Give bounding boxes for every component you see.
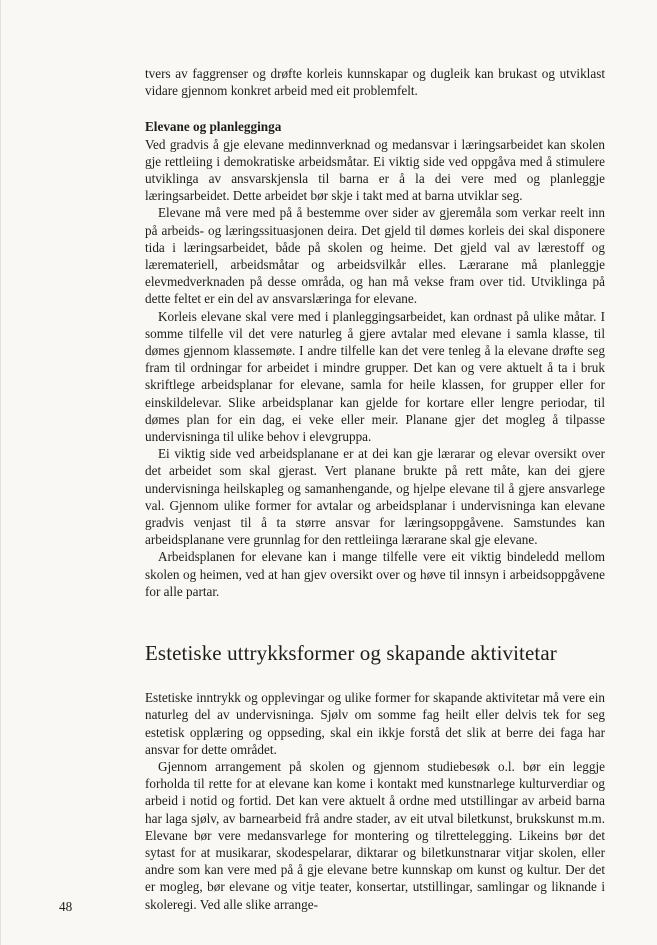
paragraph: Estetiske inntrykk og opplevingar og ulike former for skapande aktivitetar må vere ein naturleg del av undervisninga. Sjølv om somme fag heilt eller delvis tek for seg estetisk opplæring og oppseding, skal ein ikkje forstå det slik at berre dei faga har ansvar for dette området.	[145, 690, 605, 757]
paragraph: Korleis elevane skal vere med i planleggingsarbeidet, kan ordnast på ulike måtar. I somme tilfelle vil det vere naturleg å gjere avtalar med elevane i samla klasse, til dømes gjennom klassemøte. I andre tilfelle kan det vere tenleg å la elevane drøfte seg fram til ordningar for arbeidet i mindre grupper. Det kan og vere aktuelt å ta i bruk skriftlege arbeidsplanar for elevane, samla for heile klassen, for grupper eller for einskildelevar. Slike arbeidsplanar kan gjelde for kortare eller lengre periodar, til dømes plan for ein dag, ei veke eller meir. Planane gjer det mogleg å tilpasse undervisninga til ulike behov i elevgruppa.	[145, 308, 605, 445]
paragraph: Arbeidsplanen for elevane kan i mange tilfelle vere eit viktig bindeledd mellom skolen og heimen, ved at han gjev oversikt over og høve til innsyn i arbeidsoppgåvene for alle partar.	[145, 549, 605, 599]
paragraph: Ved gradvis å gje elevane medinnverknad og medansvar i læringsarbeidet kan skolen gje rettleiing i demokratiske arbeidsmåtar. Ei viktig side ved oppgåva med å stimulere utviklinga av ansvarskjensla til barna er å la dei vere med og planleggje læringsarbeidet. Dette arbeidet bør skje i takt med at barna utviklar seg.	[145, 136, 605, 204]
section-heading: Estetiske uttrykksformer og skapande aktivitetar	[145, 641, 557, 666]
page-number: 48	[59, 899, 73, 914]
subsection-heading: Elevane og planlegginga	[145, 119, 282, 135]
paragraph: Elevane må vere med på å bestemme over sider av gjeremåla som verkar reelt inn på arbeids- og læringssituasjonen deira. Det gjeld til dømes korleis dei skal disponere tida i læringsarbeidet, både på skolen og heime. Det gjeld val av lærestoff og læremateriell, arbeidsmåtar og arbeidsvilkår elles. Lærarane må planleggje elevmedverknaden på desse områda, og han må vekse fram over tid. Utviklinga på dette feltet er ein del av ansvarslæringa for elevane.	[145, 205, 605, 307]
paragraph: Ei viktig side ved arbeidsplanane er at dei kan gje lærarar og elevar oversikt over det arbeidet som skal gjerast. Vert planane brukte på rett måte, kan dei gjere undervisninga heilskapleg og samanhengande, og hjelpe elevane til å gjere ansvarlege val. Gjennom ulike former for avtalar og arbeidsplanar i undervisninga kan elevane gradvis venjast til å ta større ansvar for læringsoppgåvene. Samstundes kan arbeidsplanane vere grunnlag for den rettleiinga lærarane skal gje elevane.	[145, 446, 605, 548]
paragraph: Gjennom arrangement på skolen og gjennom studiebesøk o.l. bør ein leggje forholda til rette for at elevane kan kome i kontakt med kunstnarlege kulturverdiar og arbeid i notid og fortid. Det kan vere aktuelt å ordne med utstillingar av arbeid barna har laga sjølv, av barnearbeid frå andre stader, av eit utval biletkunst, brukskunst m.m. Elevane bør vere medansvarlege for montering og tilrettelegging. Likeins bør det sytast for at musikarar, skodespelarar, diktarar og biletkunstnarar vitjar skolen, eller andre som kan vere med på å gje elevane betre kunnskap om kunst og kultur. Der det er mogleg, bør elevane og vitje teater, konsertar, utstillingar, samlingar og liknande i skoleregi. Ved alle slike arrange-	[145, 758, 605, 912]
intro-paragraph: tvers av faggrenser og drøfte korleis kunnskapar og dugleik kan brukast og utviklast vidare gjennom konkret arbeid med eit problemfelt.	[145, 66, 605, 99]
page-body	[145, 65, 605, 913]
